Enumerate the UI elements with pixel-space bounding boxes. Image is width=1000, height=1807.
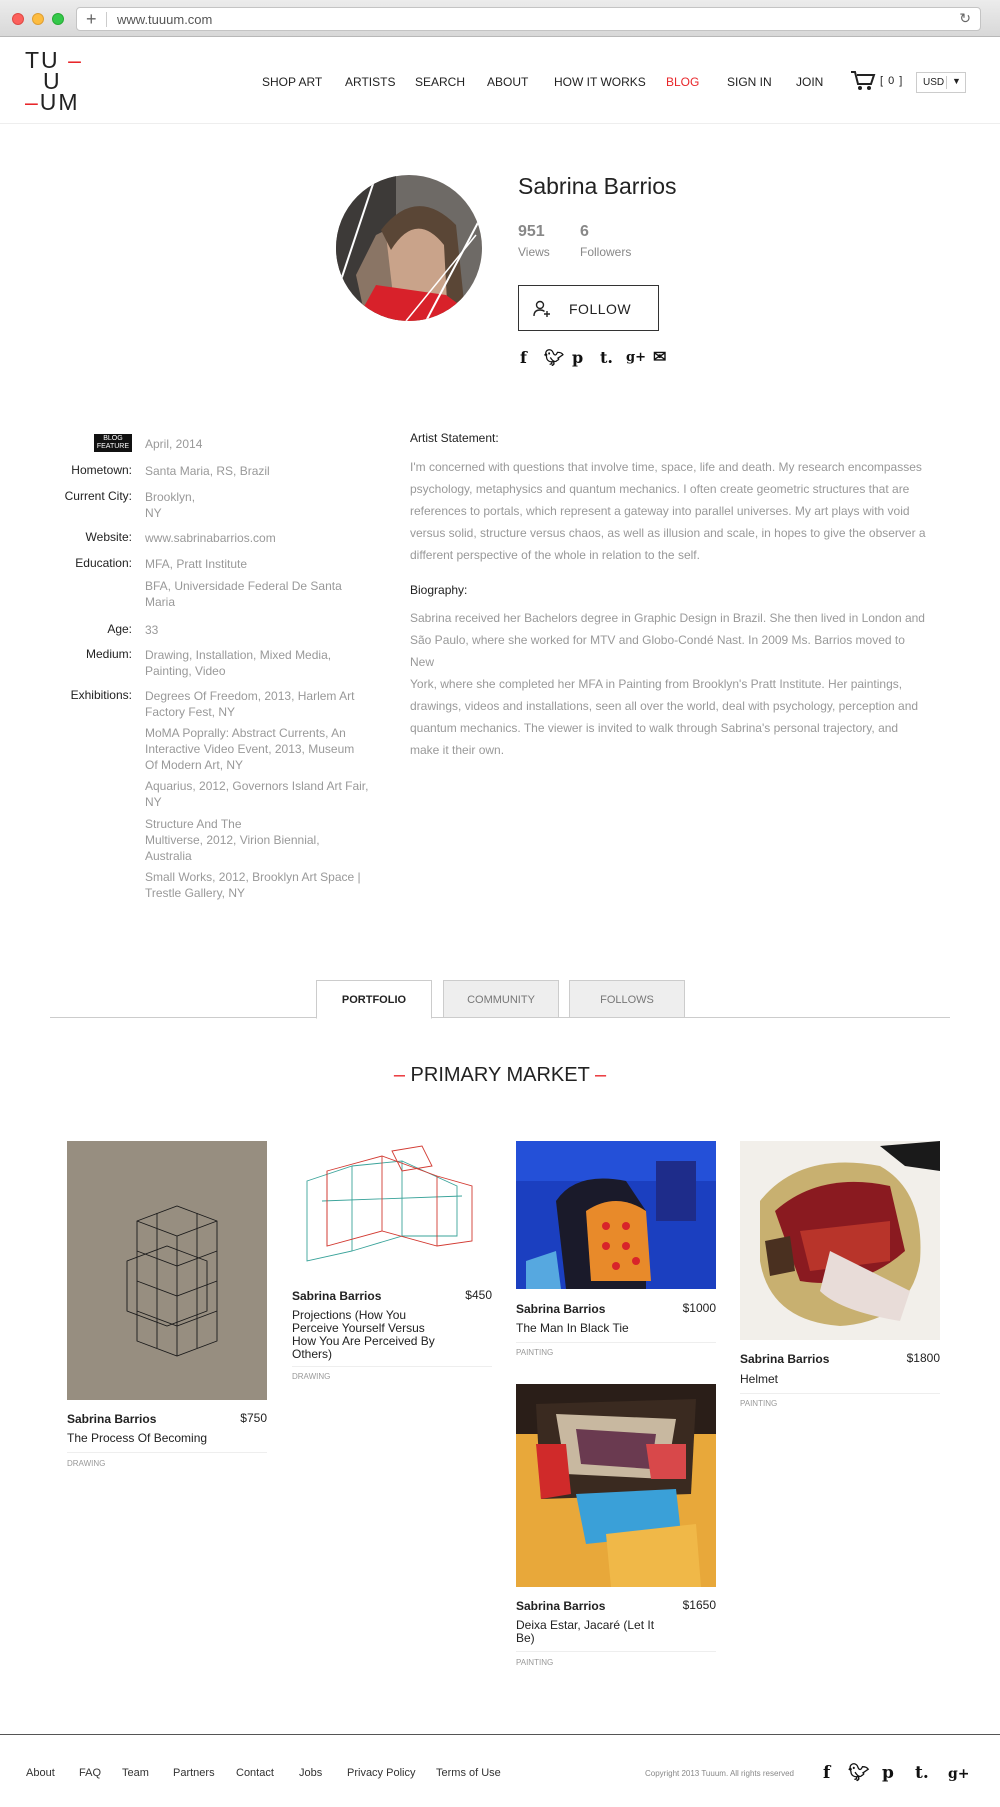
divider: [516, 1342, 716, 1343]
blog-feature-badge: BLOG FEATURE: [94, 434, 132, 452]
twitter-icon[interactable]: 🐦︎: [544, 348, 565, 367]
artwork-image[interactable]: [740, 1141, 940, 1340]
footer-link-terms-of-use[interactable]: Terms of Use: [436, 1767, 501, 1779]
artwork-artist[interactable]: Sabrina Barrios: [516, 1302, 606, 1316]
nav-artists[interactable]: ARTISTS: [345, 75, 396, 89]
current-city-label: Current City:: [64, 489, 132, 503]
pinterest-icon[interactable]: p: [882, 1763, 894, 1783]
site-footer: [0, 1734, 1000, 1807]
cart-button[interactable]: [850, 68, 910, 94]
artwork-category: PAINTING: [740, 1399, 778, 1408]
artwork-price: $1000: [682, 1301, 716, 1315]
new-tab-icon[interactable]: +: [86, 9, 97, 29]
artwork-price: $1800: [906, 1351, 940, 1365]
close-window-button[interactable]: [12, 13, 24, 25]
avatar: [336, 175, 482, 321]
views-count: 951: [518, 223, 545, 240]
nav-blog[interactable]: BLOG: [666, 75, 700, 89]
artist-statement-heading: Artist Statement:: [410, 431, 499, 445]
follow-label: FOLLOW: [569, 301, 632, 317]
footer-link-team[interactable]: Team: [122, 1767, 149, 1779]
facebook-icon[interactable]: f: [823, 1763, 831, 1783]
twitter-icon[interactable]: 🐦︎: [848, 1763, 870, 1783]
artwork-price: $1650: [682, 1598, 716, 1612]
education-value-1: MFA, Pratt Institute: [145, 557, 248, 571]
google-plus-icon[interactable]: g+: [626, 350, 646, 365]
pinterest-icon[interactable]: p: [572, 348, 584, 367]
tab-community[interactable]: COMMUNITY: [443, 980, 559, 1018]
age-label: Age:: [107, 622, 132, 636]
nav-join[interactable]: JOIN: [796, 75, 824, 89]
exhibitions-label: Exhibitions:: [70, 688, 132, 702]
hometown-label: Hometown:: [71, 463, 132, 477]
cart-count: [ 0 ]: [880, 75, 904, 87]
artwork-title[interactable]: Projections (How You Perceive Yourself Versus How You Are Perceived By Others): [292, 1308, 435, 1361]
nav-sign-in[interactable]: SIGN IN: [727, 75, 772, 89]
followers-label: Followers: [580, 245, 632, 259]
reload-icon[interactable]: ↻: [959, 10, 971, 26]
artist-statement-text: I'm concerned with questions that involve time, space, life and death. My research encompasses psychology, metaphysics and quantum mechanics. I often create geometric structures that are references to portals, which represent a gateway into parallel universes. My art plays with void versus solid, structure versus chaos, as well as illusion and scale, in hopes to give the observer a different perspective of the whole in relation to the self.: [410, 460, 926, 562]
artwork-artist[interactable]: Sabrina Barrios: [516, 1599, 606, 1613]
add-user-icon: [533, 300, 551, 318]
exhibition-item: Aquarius, 2012, Governors Island Art Fair, NY: [145, 779, 369, 809]
age-value: 33: [145, 623, 159, 637]
google-plus-icon[interactable]: g+: [948, 1766, 970, 1782]
artwork-title[interactable]: The Man In Black Tie: [516, 1321, 629, 1335]
chevron-down-icon: ▼: [952, 76, 961, 86]
tab-portfolio[interactable]: PORTFOLIO: [316, 980, 432, 1019]
follow-button[interactable]: [518, 285, 659, 331]
education-value-2: BFA, Universidade Federal De Santa Maria: [145, 579, 342, 609]
tuuum-logo[interactable]: TU – U –UM: [25, 47, 83, 115]
site-header: [0, 38, 1000, 124]
artwork-title[interactable]: Helmet: [740, 1372, 779, 1386]
nav-how-it-works[interactable]: HOW IT WORKS: [554, 75, 646, 89]
cart-icon: [850, 70, 876, 92]
footer-link-jobs[interactable]: Jobs: [299, 1767, 323, 1779]
divider: [292, 1366, 492, 1367]
medium-value: Drawing, Installation, Mixed Media, Painting, Video: [145, 648, 332, 678]
exhibition-item: Degrees Of Freedom, 2013, Harlem Art Factory Fest, NY: [145, 689, 355, 719]
artwork-image[interactable]: [292, 1141, 492, 1264]
medium-label: Medium:: [85, 647, 132, 661]
browser-toolbar: [0, 0, 1000, 37]
artwork-title[interactable]: Deixa Estar, Jacaré (Let It Be): [516, 1618, 655, 1645]
exhibition-item: Small Works, 2012, Brooklyn Art Space | Trestle Gallery, NY: [145, 870, 361, 900]
exhibition-item: MoMA Poprally: Abstract Currents, An Interactive Video Event, 2013, Museum Of Modern Art, NY: [145, 726, 355, 772]
website-label: Website:: [85, 530, 132, 544]
current-city-value: Brooklyn, NY: [145, 490, 196, 520]
artwork-category: DRAWING: [292, 1372, 331, 1381]
address-bar[interactable]: [76, 7, 981, 31]
divider: [67, 1452, 267, 1453]
tumblr-icon[interactable]: t.: [600, 348, 613, 367]
artwork-price: $450: [465, 1288, 492, 1302]
tab-follows[interactable]: FOLLOWS: [569, 980, 685, 1018]
facebook-icon[interactable]: f: [520, 348, 527, 367]
nav-shop-art[interactable]: SHOP ART: [262, 75, 323, 89]
footer-link-privacy-policy[interactable]: Privacy Policy: [347, 1767, 416, 1779]
biography-heading: Biography:: [410, 583, 468, 597]
education-label: Education:: [75, 556, 132, 570]
email-icon[interactable]: ✉: [653, 347, 667, 366]
artwork-price: $750: [240, 1411, 267, 1425]
artwork-artist[interactable]: Sabrina Barrios: [740, 1352, 830, 1366]
section-title: – PRIMARY MARKET –: [393, 1064, 607, 1086]
nav-about[interactable]: ABOUT: [487, 75, 529, 89]
copyright-text: Copyright 2013 Tuuum. All rights reserved: [645, 1769, 794, 1778]
exhibition-item: Structure And The Multiverse, 2012, Virion Biennial, Australia: [145, 817, 320, 863]
divider: [740, 1393, 940, 1394]
hometown-value: Santa Maria, RS, Brazil: [145, 464, 270, 478]
footer-link-about[interactable]: About: [26, 1767, 55, 1779]
nav-search[interactable]: SEARCH: [415, 75, 466, 89]
divider: [106, 12, 107, 27]
divider: [516, 1651, 716, 1652]
biography-text: Sabrina received her Bachelors degree in Graphic Design in Brazil. She then lived in London and São Paulo, where she worked for MTV and Globo-Condé Nast. In 2009 Ms. Barrios moved to New York, where she completed her MFA in Painting from Brooklyn's Pratt Institute. Her paintings, drawings, videos and installations, seen all over the world, deal with psychology, perception and quantum mechanics. The viewer is invited to walk through Sabrina's personal trajectory, and make it their own.: [410, 611, 925, 757]
blog-feature-date: April, 2014: [145, 437, 203, 451]
artwork-image[interactable]: [67, 1141, 267, 1400]
website-link[interactable]: www.sabrinabarrios.com: [145, 531, 276, 545]
currency-value: USD: [923, 77, 945, 88]
artwork-image[interactable]: [516, 1384, 716, 1587]
url-text: www.tuuum.com: [117, 12, 213, 27]
zoom-window-button[interactable]: [52, 13, 64, 25]
artwork-category: PAINTING: [516, 1658, 554, 1667]
artwork-artist[interactable]: Sabrina Barrios: [292, 1289, 382, 1303]
currency-select[interactable]: [916, 72, 966, 93]
artist-name: Sabrina Barrios: [518, 173, 677, 199]
artwork-image[interactable]: [516, 1141, 716, 1289]
artwork-title[interactable]: The Process Of Becoming: [67, 1431, 208, 1445]
footer-link-contact[interactable]: Contact: [236, 1767, 274, 1779]
artwork-category: PAINTING: [516, 1348, 554, 1357]
views-label: Views: [518, 245, 550, 259]
tumblr-icon[interactable]: t.: [915, 1763, 929, 1783]
artwork-category: DRAWING: [67, 1459, 106, 1468]
minimize-window-button[interactable]: [32, 13, 44, 25]
footer-link-partners[interactable]: Partners: [173, 1767, 215, 1779]
artwork-artist[interactable]: Sabrina Barrios: [67, 1412, 157, 1426]
followers-count: 6: [580, 223, 589, 240]
footer-link-faq[interactable]: FAQ: [79, 1767, 102, 1779]
